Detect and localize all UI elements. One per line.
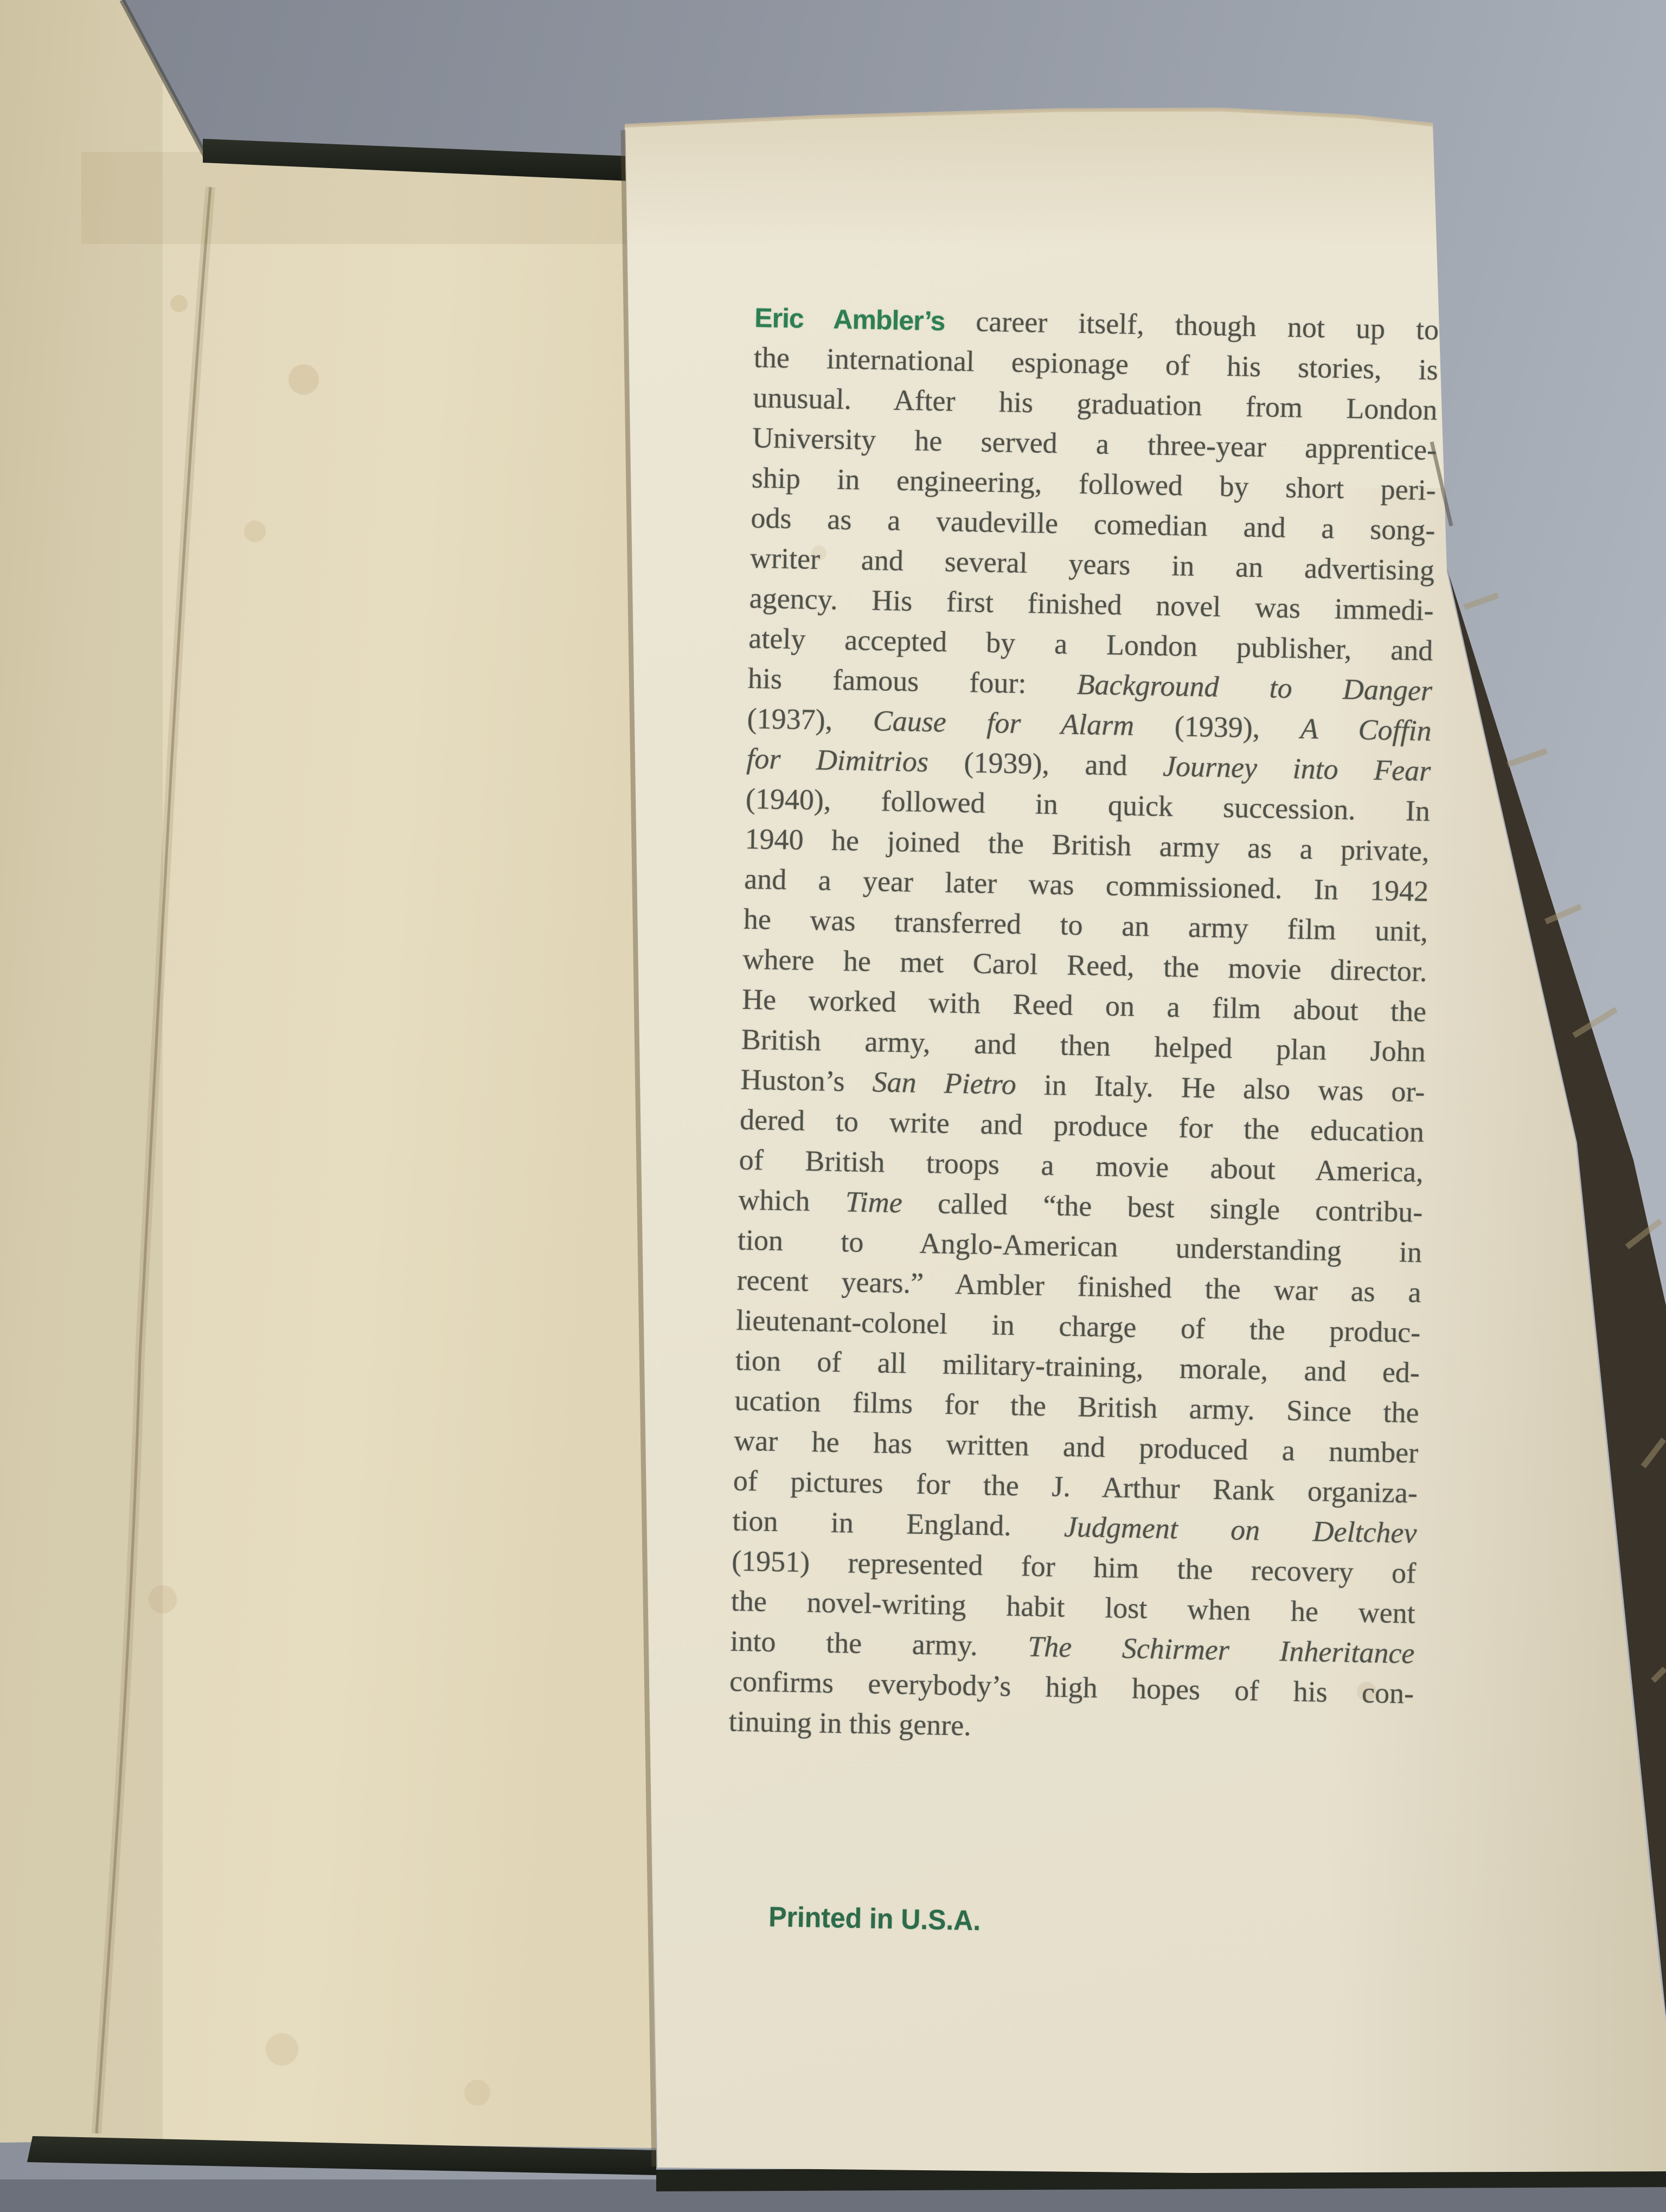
flap-text-segment: Huston’s <box>740 1063 873 1098</box>
flap-text-segment: University he served a three-year apprentice- <box>752 421 1437 467</box>
flap-text-segment: He worked with Reed on a film about the <box>741 982 1427 1028</box>
foxing-spot <box>266 2033 298 2066</box>
flap-text-segment: into the army. <box>730 1624 1028 1663</box>
flap-text-segment: confirms everybody’s high hopes of his con- <box>729 1664 1414 1710</box>
flap-text-segment: (1951) represented for him the recovery of <box>731 1544 1417 1590</box>
flap-text-segment: career itself, though not up to <box>944 304 1439 346</box>
book-title-italic: Journey into Fear <box>1162 749 1431 787</box>
flap-text-segment: writer and several years in an advertising <box>749 541 1435 587</box>
foxing-spot <box>289 364 319 395</box>
book-title-italic: Judgment on Deltchev <box>1063 1510 1417 1549</box>
flap-text-segment: recent years.” Ambler finished the war as a <box>736 1263 1422 1309</box>
printed-in-usa-label: Printed in U.S.A. <box>768 1901 981 1937</box>
flap-text-segment: lieutenant-colonel in charge of the produc- <box>735 1303 1421 1349</box>
foxing-spot <box>244 520 266 542</box>
flap-text-segment: tion to Anglo-American understanding in <box>737 1223 1422 1269</box>
flap-text-segment: ods as a vaudeville comedian and a song- <box>750 501 1436 547</box>
flap-text-segment: of British troops a movie about America, <box>739 1143 1424 1188</box>
flap-text-segment: (1939), and <box>928 745 1163 782</box>
flap-text-segment: the novel-writing habit lost when he went <box>731 1584 1416 1630</box>
flap-text-segment: called “the best single contribu- <box>902 1186 1423 1229</box>
flap-text-lines <box>728 297 1439 1754</box>
flap-text-segment: ship in engineering, followed by short peri- <box>751 461 1437 507</box>
foxing-spot <box>149 1585 177 1613</box>
flap-text-segment: he was transferred to an army film unit, <box>743 902 1428 948</box>
author-name-highlight: Eric Ambler’s <box>754 302 945 337</box>
flap-text-segment: tion in England. <box>732 1504 1065 1543</box>
flap-text-segment: his famous four: <box>747 661 1078 700</box>
flap-text-segment: tion of all military-training, morale, and ed- <box>735 1343 1420 1389</box>
flap-text-segment: of pictures for the J. Arthur Rank organiza- <box>733 1464 1418 1509</box>
book-title-italic: Background to Danger <box>1077 668 1433 708</box>
book-title-italic: The Schirmer Inheritance <box>1027 1630 1415 1670</box>
flap-text-segment: in Italy. He also was or- <box>1016 1068 1425 1108</box>
flap-text-segment: ucation films for the British army. Since the <box>734 1384 1420 1429</box>
flap-text-segment: (1937), <box>747 702 874 737</box>
book-title-italic: San Pietro <box>872 1065 1017 1101</box>
flap-text-segment: ately accepted by a London publisher, and <box>748 621 1433 667</box>
foxing-spot <box>464 2080 490 2106</box>
flap-text-segment: 1940 he joined the British army as a private, <box>745 822 1430 867</box>
flap-text-segment: and a year later was commissioned. In 1942 <box>744 862 1429 908</box>
foxing-spot <box>170 295 188 312</box>
flap-text-segment: which <box>738 1183 846 1218</box>
book-title-italic: Time <box>845 1185 903 1219</box>
flap-text-segment: unusual. After his graduation from London <box>753 381 1438 427</box>
flap-text-segment: the international espionage of his stories, is <box>753 340 1439 387</box>
flap-text-segment: agency. His first finished novel was immedi- <box>749 581 1434 627</box>
book-title-italic: A Coffin <box>1300 712 1432 747</box>
flap-text-segment: where he met Carol Reed, the movie director. <box>742 942 1427 988</box>
flap-text-segment: (1939), <box>1133 709 1301 745</box>
flap-text-segment: dered to write and produce for the education <box>739 1103 1425 1148</box>
flap-text-segment: tinuing in this genre. <box>728 1705 972 1742</box>
book-title-italic: Cause for Alarm <box>873 704 1135 742</box>
flap-text-segment: British army, and then helped plan John <box>741 1023 1426 1068</box>
book-title-italic: for Dimitrios <box>746 742 929 779</box>
flap-text-segment: war he has written and produced a number <box>733 1424 1419 1469</box>
flap-text-segment: (1940), followed in quick succession. In <box>745 782 1431 827</box>
flap-biography-text <box>728 297 1439 1937</box>
